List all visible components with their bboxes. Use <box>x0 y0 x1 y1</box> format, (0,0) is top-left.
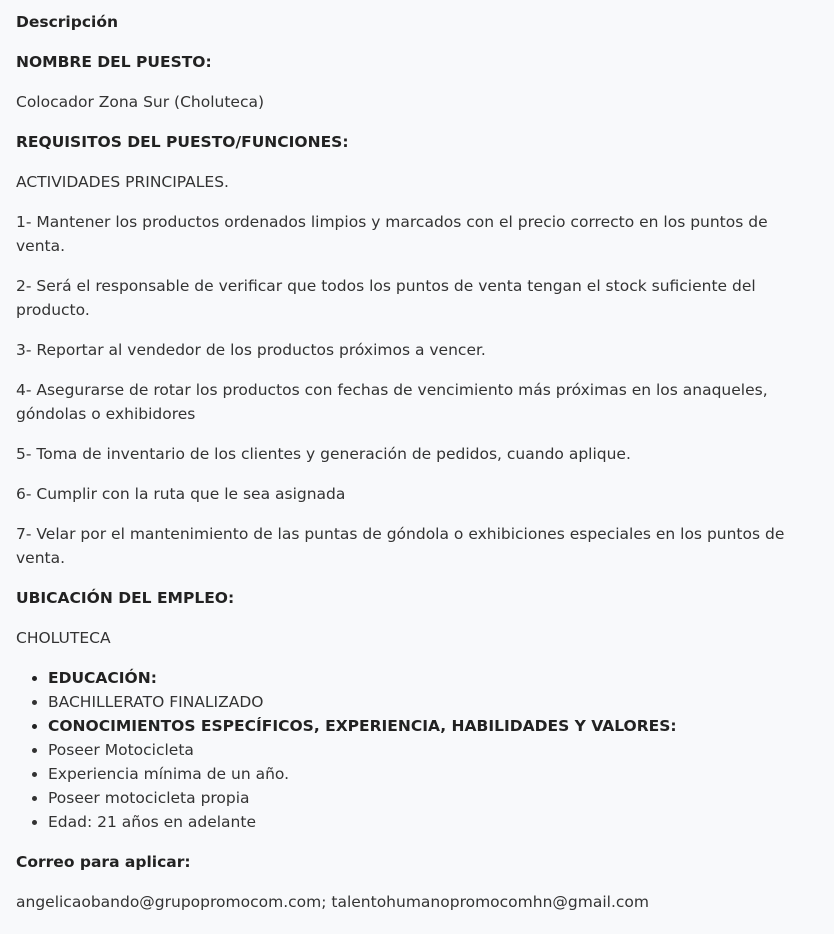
requirements-list <box>16 666 818 834</box>
activity-item: 5- Toma de inventario de los clientes y generación de pedidos, cuando aplique. <box>16 445 631 463</box>
activity-item: 4- Asegurarse de rotar los productos con fechas de vencimiento más próximas en los anaqueles, góndolas o exhibidores <box>16 381 768 423</box>
description-label: Descripción <box>16 13 119 31</box>
activity-item: 7- Velar por el mantenimiento de las puntas de góndola o exhibiciones especiales en los puntos de venta. <box>16 525 785 567</box>
apply-heading: Correo para aplicar: <box>16 853 191 871</box>
apply-emails: angelicaobando@grupopromocom.com; talentohumanopromocomhn@gmail.com <box>16 893 649 911</box>
list-item: • CONOCIMIENTOS ESPECÍFICOS, EXPERIENCIA, HABILIDADES Y VALORES: <box>48 714 818 738</box>
activity-item: 2- Será el responsable de verificar que todos los puntos de venta tengan el stock suficiente del producto. <box>16 277 756 319</box>
list-item: • BACHILLERATO FINALIZADO <box>48 690 818 714</box>
job-name: Colocador Zona Sur (Choluteca) <box>16 93 265 111</box>
activity-item: 3- Reportar al vendedor de los productos próximos a vencer. <box>16 341 486 359</box>
list-item: • Edad: 21 años en adelante <box>48 810 818 834</box>
list-item: • Experiencia mínima de un año. <box>48 762 818 786</box>
activity-item: 1- Mantener los productos ordenados limpios y marcados con el precio correcto en los puntos de venta. <box>16 213 768 255</box>
activity-item: 6- Cumplir con la ruta que le sea asignada <box>16 485 346 503</box>
list-item: • EDUCACIÓN: <box>48 666 818 690</box>
activities-label: ACTIVIDADES PRINCIPALES. <box>16 173 229 191</box>
list-item: • Poseer motocicleta propia <box>48 786 818 810</box>
list-item: • Poseer Motocicleta <box>48 738 818 762</box>
job-name-heading: NOMBRE DEL PUESTO: <box>16 53 212 71</box>
location: CHOLUTECA <box>16 629 111 647</box>
location-heading: UBICACIÓN DEL EMPLEO: <box>16 589 235 607</box>
requirements-heading: REQUISITOS DEL PUESTO/FUNCIONES: <box>16 133 349 151</box>
